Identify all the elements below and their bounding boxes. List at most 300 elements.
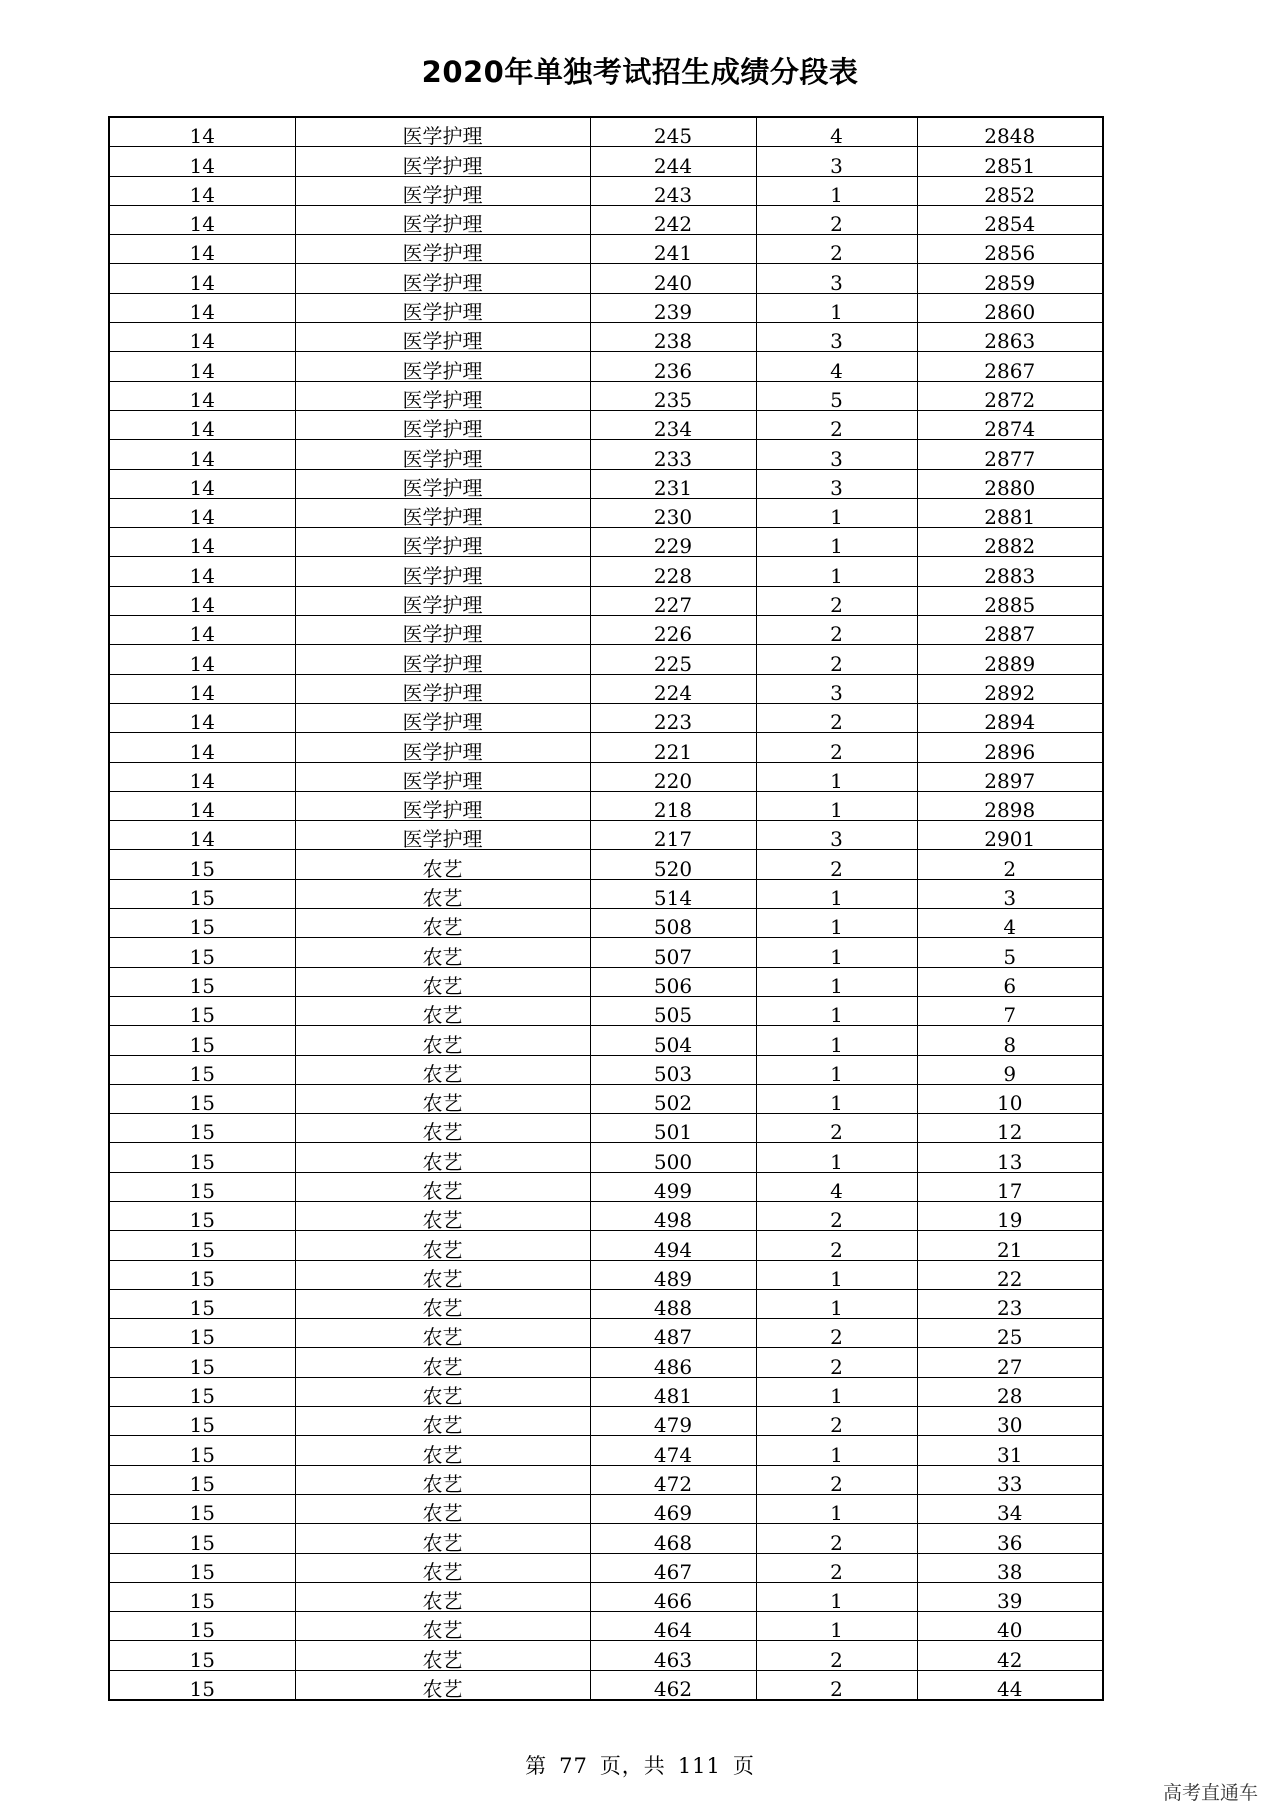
table-row [109, 1641, 1103, 1670]
score-table [108, 116, 1104, 1701]
table-cell-major: 农艺 [295, 1641, 590, 1670]
table-cell-score: 217 [590, 821, 756, 850]
table-cell-count: 2 [756, 1231, 917, 1260]
table-cell-category: 15 [109, 1172, 295, 1201]
table-cell-major: 医学护理 [295, 293, 590, 322]
table-cell-score: 494 [590, 1231, 756, 1260]
table-cell-major: 农艺 [295, 1201, 590, 1230]
table-row [109, 147, 1103, 176]
table-cell-score: 462 [590, 1670, 756, 1700]
table-cell-count: 1 [756, 909, 917, 938]
table-cell-score: 505 [590, 996, 756, 1025]
table-cell-major: 医学护理 [295, 674, 590, 703]
table-row [109, 733, 1103, 762]
table-row [109, 176, 1103, 205]
table-cell-score: 487 [590, 1319, 756, 1348]
table-cell-score: 474 [590, 1436, 756, 1465]
page-footer [0, 1750, 1280, 1780]
table-cell-score: 244 [590, 147, 756, 176]
table-cell-category: 15 [109, 850, 295, 879]
table-cell-category: 14 [109, 176, 295, 205]
table-cell-cumulative: 2860 [917, 293, 1103, 322]
table-cell-count: 4 [756, 1172, 917, 1201]
table-cell-category: 15 [109, 1114, 295, 1143]
table-row [109, 264, 1103, 293]
table-cell-category: 14 [109, 293, 295, 322]
table-cell-major: 农艺 [295, 1582, 590, 1611]
table-cell-cumulative: 33 [917, 1465, 1103, 1494]
table-cell-score: 223 [590, 703, 756, 732]
table-cell-cumulative: 30 [917, 1407, 1103, 1436]
table-cell-count: 1 [756, 938, 917, 967]
table-cell-category: 15 [109, 1670, 295, 1700]
table-cell-major: 农艺 [295, 879, 590, 908]
table-row [109, 410, 1103, 439]
table-cell-major: 医学护理 [295, 498, 590, 527]
table-cell-major: 医学护理 [295, 264, 590, 293]
table-row [109, 1407, 1103, 1436]
table-cell-score: 504 [590, 1026, 756, 1055]
table-cell-category: 14 [109, 352, 295, 381]
table-cell-major: 医学护理 [295, 528, 590, 557]
table-cell-category: 14 [109, 469, 295, 498]
table-cell-category: 15 [109, 1201, 295, 1230]
table-cell-count: 1 [756, 967, 917, 996]
table-cell-major: 医学护理 [295, 645, 590, 674]
table-row [109, 1553, 1103, 1582]
table-cell-score: 224 [590, 674, 756, 703]
table-cell-cumulative: 2848 [917, 117, 1103, 147]
table-cell-score: 507 [590, 938, 756, 967]
table-cell-cumulative: 25 [917, 1319, 1103, 1348]
table-cell-score: 488 [590, 1289, 756, 1318]
table-cell-score: 489 [590, 1260, 756, 1289]
table-cell-cumulative: 44 [917, 1670, 1103, 1700]
table-cell-cumulative: 2883 [917, 557, 1103, 586]
table-cell-major: 农艺 [295, 1289, 590, 1318]
table-cell-category: 15 [109, 938, 295, 967]
table-cell-score: 231 [590, 469, 756, 498]
table-cell-score: 481 [590, 1377, 756, 1406]
table-cell-count: 1 [756, 1289, 917, 1318]
table-cell-category: 15 [109, 1641, 295, 1670]
table-cell-major: 医学护理 [295, 469, 590, 498]
table-cell-count: 3 [756, 440, 917, 469]
table-cell-cumulative: 42 [917, 1641, 1103, 1670]
table-cell-count: 2 [756, 1524, 917, 1553]
table-cell-major: 医学护理 [295, 557, 590, 586]
table-row [109, 1494, 1103, 1523]
table-cell-score: 498 [590, 1201, 756, 1230]
table-cell-count: 2 [756, 1201, 917, 1230]
table-cell-count: 2 [756, 1641, 917, 1670]
table-row [109, 1377, 1103, 1406]
table-cell-major: 农艺 [295, 850, 590, 879]
table-row [109, 1026, 1103, 1055]
table-cell-count: 2 [756, 733, 917, 762]
table-cell-count: 1 [756, 498, 917, 527]
table-cell-cumulative: 2867 [917, 352, 1103, 381]
table-cell-category: 15 [109, 996, 295, 1025]
table-cell-category: 15 [109, 1231, 295, 1260]
table-row [109, 381, 1103, 410]
table-row [109, 557, 1103, 586]
table-row [109, 674, 1103, 703]
table-cell-cumulative: 8 [917, 1026, 1103, 1055]
table-cell-category: 15 [109, 1319, 295, 1348]
table-cell-score: 221 [590, 733, 756, 762]
watermark-text: 高考直通车 [1162, 1782, 1258, 1804]
table-cell-count: 1 [756, 1377, 917, 1406]
table-row [109, 1231, 1103, 1260]
table-cell-category: 14 [109, 821, 295, 850]
table-row [109, 440, 1103, 469]
table-cell-count: 1 [756, 1494, 917, 1523]
table-cell-major: 农艺 [295, 1084, 590, 1113]
table-cell-category: 14 [109, 557, 295, 586]
table-cell-score: 239 [590, 293, 756, 322]
table-row [109, 1289, 1103, 1318]
table-row [109, 117, 1103, 147]
table-cell-cumulative: 2874 [917, 410, 1103, 439]
table-cell-cumulative: 2896 [917, 733, 1103, 762]
table-row [109, 1319, 1103, 1348]
table-cell-count: 3 [756, 674, 917, 703]
table-cell-major: 医学护理 [295, 410, 590, 439]
table-cell-category: 14 [109, 616, 295, 645]
table-cell-score: 218 [590, 791, 756, 820]
table-cell-major: 医学护理 [295, 117, 590, 147]
table-cell-category: 14 [109, 381, 295, 410]
table-cell-cumulative: 2880 [917, 469, 1103, 498]
table-cell-major: 农艺 [295, 1172, 590, 1201]
table-cell-category: 15 [109, 1377, 295, 1406]
table-cell-score: 520 [590, 850, 756, 879]
table-cell-major: 医学护理 [295, 176, 590, 205]
table-cell-count: 1 [756, 1260, 917, 1289]
table-row [109, 1172, 1103, 1201]
page-title: 2020年单独考试招生成绩分段表 [421, 55, 859, 89]
table-cell-count: 2 [756, 1465, 917, 1494]
table-cell-category: 14 [109, 205, 295, 234]
table-cell-score: 503 [590, 1055, 756, 1084]
table-cell-score: 227 [590, 586, 756, 615]
table-row [109, 791, 1103, 820]
table-cell-score: 508 [590, 909, 756, 938]
table-cell-major: 农艺 [295, 996, 590, 1025]
table-cell-count: 2 [756, 703, 917, 732]
table-cell-category: 15 [109, 1524, 295, 1553]
table-cell-score: 463 [590, 1641, 756, 1670]
table-cell-score: 234 [590, 410, 756, 439]
table-cell-count: 2 [756, 1319, 917, 1348]
table-cell-count: 2 [756, 586, 917, 615]
table-cell-category: 14 [109, 323, 295, 352]
table-cell-cumulative: 38 [917, 1553, 1103, 1582]
table-row [109, 1582, 1103, 1611]
table-cell-category: 15 [109, 1289, 295, 1318]
table-cell-cumulative: 12 [917, 1114, 1103, 1143]
table-cell-category: 15 [109, 1436, 295, 1465]
table-cell-count: 1 [756, 1582, 917, 1611]
table-row [109, 1612, 1103, 1641]
table-cell-cumulative: 2863 [917, 323, 1103, 352]
table-cell-category: 15 [109, 1348, 295, 1377]
table-cell-count: 1 [756, 1143, 917, 1172]
table-cell-score: 241 [590, 235, 756, 264]
table-cell-cumulative: 7 [917, 996, 1103, 1025]
table-cell-cumulative: 10 [917, 1084, 1103, 1113]
table-row [109, 1524, 1103, 1553]
table-cell-score: 243 [590, 176, 756, 205]
table-cell-count: 2 [756, 645, 917, 674]
table-cell-major: 医学护理 [295, 147, 590, 176]
table-cell-cumulative: 2881 [917, 498, 1103, 527]
table-cell-cumulative: 2887 [917, 616, 1103, 645]
table-cell-count: 1 [756, 1436, 917, 1465]
table-row [109, 323, 1103, 352]
table-cell-cumulative: 2859 [917, 264, 1103, 293]
table-cell-cumulative: 40 [917, 1612, 1103, 1641]
table-cell-category: 15 [109, 1553, 295, 1582]
table-cell-major: 医学护理 [295, 323, 590, 352]
table-cell-cumulative: 5 [917, 938, 1103, 967]
table-cell-score: 468 [590, 1524, 756, 1553]
table-cell-cumulative: 2877 [917, 440, 1103, 469]
table-row [109, 1670, 1103, 1700]
table-row [109, 938, 1103, 967]
table-cell-score: 514 [590, 879, 756, 908]
table-cell-count: 2 [756, 850, 917, 879]
table-cell-cumulative: 2894 [917, 703, 1103, 732]
table-cell-score: 506 [590, 967, 756, 996]
table-cell-category: 15 [109, 879, 295, 908]
table-cell-count: 1 [756, 996, 917, 1025]
table-row [109, 879, 1103, 908]
table-cell-major: 农艺 [295, 1348, 590, 1377]
table-row [109, 1084, 1103, 1113]
table-cell-major: 医学护理 [295, 205, 590, 234]
table-cell-major: 农艺 [295, 1553, 590, 1582]
table-row [109, 996, 1103, 1025]
table-cell-count: 1 [756, 1055, 917, 1084]
table-cell-count: 2 [756, 410, 917, 439]
table-cell-count: 1 [756, 293, 917, 322]
table-cell-category: 14 [109, 440, 295, 469]
table-cell-cumulative: 39 [917, 1582, 1103, 1611]
table-row [109, 850, 1103, 879]
table-cell-cumulative: 22 [917, 1260, 1103, 1289]
table-cell-score: 245 [590, 117, 756, 147]
table-row [109, 498, 1103, 527]
table-cell-major: 农艺 [295, 1494, 590, 1523]
table-cell-score: 230 [590, 498, 756, 527]
table-cell-category: 14 [109, 674, 295, 703]
table-cell-count: 4 [756, 117, 917, 147]
table-cell-major: 医学护理 [295, 703, 590, 732]
table-cell-cumulative: 2892 [917, 674, 1103, 703]
table-cell-cumulative: 2851 [917, 147, 1103, 176]
table-cell-score: 499 [590, 1172, 756, 1201]
table-cell-cumulative: 13 [917, 1143, 1103, 1172]
table-cell-cumulative: 21 [917, 1231, 1103, 1260]
table-row [109, 1465, 1103, 1494]
table-cell-count: 3 [756, 469, 917, 498]
table-cell-category: 15 [109, 1612, 295, 1641]
table-cell-count: 1 [756, 879, 917, 908]
table-row [109, 1436, 1103, 1465]
table-cell-category: 15 [109, 1026, 295, 1055]
table-cell-count: 1 [756, 791, 917, 820]
table-cell-category: 14 [109, 410, 295, 439]
table-cell-category: 14 [109, 498, 295, 527]
table-row [109, 703, 1103, 732]
footer-mid: 页，共 [599, 1754, 666, 1778]
table-cell-cumulative: 2856 [917, 235, 1103, 264]
table-cell-count: 1 [756, 1612, 917, 1641]
table-row [109, 528, 1103, 557]
table-cell-major: 农艺 [295, 1670, 590, 1700]
table-cell-major: 农艺 [295, 1377, 590, 1406]
table-cell-category: 14 [109, 117, 295, 147]
table-row [109, 205, 1103, 234]
table-cell-count: 4 [756, 352, 917, 381]
table-cell-major: 医学护理 [295, 586, 590, 615]
table-cell-count: 3 [756, 821, 917, 850]
table-cell-cumulative: 17 [917, 1172, 1103, 1201]
table-cell-score: 467 [590, 1553, 756, 1582]
table-cell-cumulative: 34 [917, 1494, 1103, 1523]
table-cell-category: 15 [109, 967, 295, 996]
table-cell-category: 14 [109, 762, 295, 791]
table-cell-score: 466 [590, 1582, 756, 1611]
table-cell-major: 医学护理 [295, 235, 590, 264]
table-cell-major: 农艺 [295, 938, 590, 967]
table-cell-count: 2 [756, 1670, 917, 1700]
table-cell-score: 228 [590, 557, 756, 586]
table-cell-major: 医学护理 [295, 616, 590, 645]
table-cell-category: 15 [109, 1465, 295, 1494]
table-cell-major: 农艺 [295, 1436, 590, 1465]
table-cell-cumulative: 2897 [917, 762, 1103, 791]
table-cell-score: 226 [590, 616, 756, 645]
table-cell-cumulative: 2898 [917, 791, 1103, 820]
table-cell-major: 农艺 [295, 1114, 590, 1143]
table-cell-category: 15 [109, 1143, 295, 1172]
table-cell-count: 2 [756, 235, 917, 264]
table-row [109, 1348, 1103, 1377]
table-cell-cumulative: 2 [917, 850, 1103, 879]
table-cell-score: 233 [590, 440, 756, 469]
table-row [109, 235, 1103, 264]
table-cell-category: 15 [109, 1582, 295, 1611]
table-cell-score: 220 [590, 762, 756, 791]
table-cell-score: 235 [590, 381, 756, 410]
table-cell-major: 医学护理 [295, 733, 590, 762]
table-cell-cumulative: 2882 [917, 528, 1103, 557]
table-cell-score: 486 [590, 1348, 756, 1377]
table-cell-category: 15 [109, 909, 295, 938]
table-cell-score: 240 [590, 264, 756, 293]
table-cell-cumulative: 19 [917, 1201, 1103, 1230]
table-cell-cumulative: 2854 [917, 205, 1103, 234]
footer-total-pages: 111 [677, 1754, 721, 1778]
table-cell-category: 14 [109, 733, 295, 762]
table-cell-major: 农艺 [295, 1026, 590, 1055]
table-cell-category: 14 [109, 791, 295, 820]
table-row [109, 469, 1103, 498]
table-cell-count: 2 [756, 1553, 917, 1582]
table-row [109, 293, 1103, 322]
table-row [109, 1201, 1103, 1230]
table-cell-cumulative: 23 [917, 1289, 1103, 1318]
table-row [109, 821, 1103, 850]
table-cell-category: 14 [109, 645, 295, 674]
table-row [109, 762, 1103, 791]
table-cell-count: 3 [756, 323, 917, 352]
table-cell-major: 农艺 [295, 967, 590, 996]
table-cell-major: 农艺 [295, 909, 590, 938]
table-row [109, 1143, 1103, 1172]
table-cell-category: 15 [109, 1494, 295, 1523]
table-cell-score: 229 [590, 528, 756, 557]
table-cell-score: 500 [590, 1143, 756, 1172]
table-cell-major: 医学护理 [295, 821, 590, 850]
table-row [109, 616, 1103, 645]
table-cell-major: 农艺 [295, 1465, 590, 1494]
table-cell-category: 15 [109, 1084, 295, 1113]
table-cell-score: 469 [590, 1494, 756, 1523]
table-cell-major: 农艺 [295, 1612, 590, 1641]
table-row [109, 1260, 1103, 1289]
table-cell-score: 242 [590, 205, 756, 234]
table-cell-score: 479 [590, 1407, 756, 1436]
score-table-body [109, 117, 1103, 1700]
table-cell-category: 14 [109, 528, 295, 557]
table-cell-cumulative: 36 [917, 1524, 1103, 1553]
table-cell-cumulative: 2885 [917, 586, 1103, 615]
table-cell-cumulative: 4 [917, 909, 1103, 938]
table-cell-cumulative: 2852 [917, 176, 1103, 205]
footer-suffix: 页 [732, 1754, 755, 1778]
table-cell-major: 农艺 [295, 1260, 590, 1289]
table-cell-major: 农艺 [295, 1407, 590, 1436]
table-cell-count: 1 [756, 176, 917, 205]
table-cell-count: 1 [756, 1084, 917, 1113]
table-cell-major: 医学护理 [295, 352, 590, 381]
table-cell-count: 2 [756, 1348, 917, 1377]
table-cell-major: 医学护理 [295, 381, 590, 410]
table-row [109, 1114, 1103, 1143]
table-cell-score: 464 [590, 1612, 756, 1641]
table-cell-category: 14 [109, 147, 295, 176]
footer-prefix: 第 [525, 1754, 548, 1778]
table-cell-score: 236 [590, 352, 756, 381]
table-cell-score: 502 [590, 1084, 756, 1113]
table-cell-category: 15 [109, 1260, 295, 1289]
table-cell-category: 14 [109, 235, 295, 264]
table-cell-major: 医学护理 [295, 791, 590, 820]
table-cell-major: 医学护理 [295, 440, 590, 469]
table-row [109, 967, 1103, 996]
table-cell-category: 14 [109, 586, 295, 615]
table-cell-category: 14 [109, 703, 295, 732]
table-cell-major: 农艺 [295, 1231, 590, 1260]
table-cell-count: 1 [756, 1026, 917, 1055]
table-cell-count: 2 [756, 205, 917, 234]
table-cell-count: 5 [756, 381, 917, 410]
table-cell-cumulative: 9 [917, 1055, 1103, 1084]
